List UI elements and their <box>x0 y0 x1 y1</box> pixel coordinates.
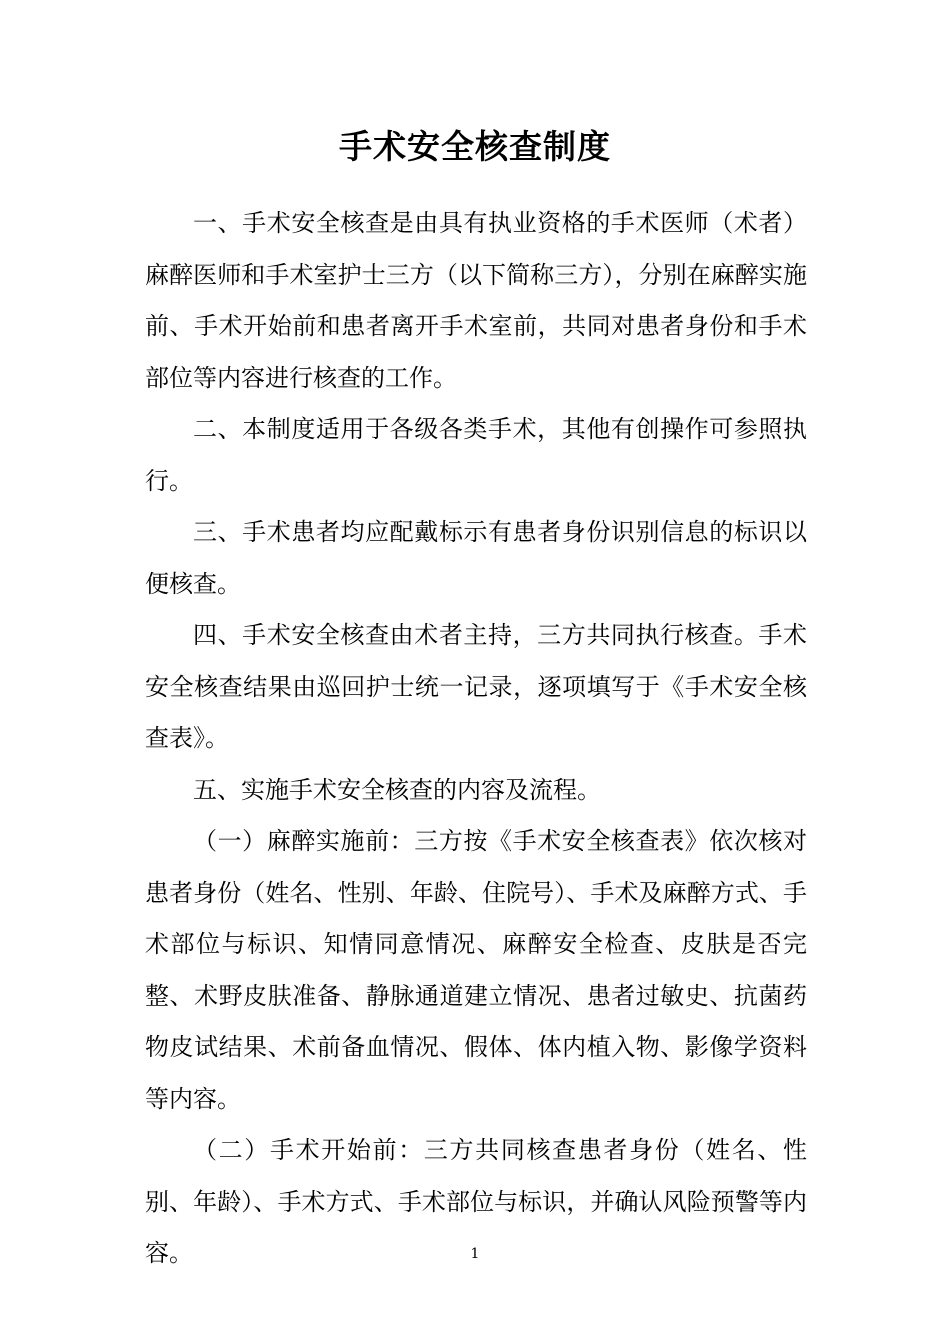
paragraph-2: 二、本制度适用于各级各类手术，其他有创操作可参照执行。 <box>145 415 807 495</box>
paragraph-1: 一、手术安全核查是由具有执业资格的手术医师（术者）麻醉医师和手术室护士三方（以下简称三方），分别在麻醉实施前、手术开始前和患者离开手术室前，共同对患者身份和手术部位等内容进行核查的工作。 <box>145 209 807 392</box>
paragraph-7: （二）手术开始前：三方共同核查患者身份（姓名、性别、年龄）、手术方式、手术部位与标识，并确认风险预警等内容。 <box>145 1136 807 1267</box>
document-body <box>145 198 807 1280</box>
page-number: 1 <box>470 1246 480 1262</box>
paragraph-5: 五、实施手术安全核查的内容及流程。 <box>193 775 601 804</box>
paragraph-4: 四、手术安全核查由术者主持，三方共同执行核查。手术安全核查结果由巡回护士统一记录，逐项填写于《手术安全核查表》。 <box>145 621 807 752</box>
paragraph-6: （一）麻醉实施前：三方按《手术安全核查表》依次核对患者身份（姓名、性别、年龄、住院号）、手术及麻醉方式、手术部位与标识、知情同意情况、麻醉安全检查、皮肤是否完整、术野皮肤准备、静脉通道建立情况、患者过敏史、抗菌药物皮试结果、术前备血情况、假体、体内植入物、影像学资料等内容。 <box>145 827 807 1113</box>
document-title: 手术安全核查制度 <box>339 127 611 166</box>
paragraph-3: 三、手术患者均应配戴标示有患者身份识别信息的标识以便核查。 <box>145 518 807 598</box>
